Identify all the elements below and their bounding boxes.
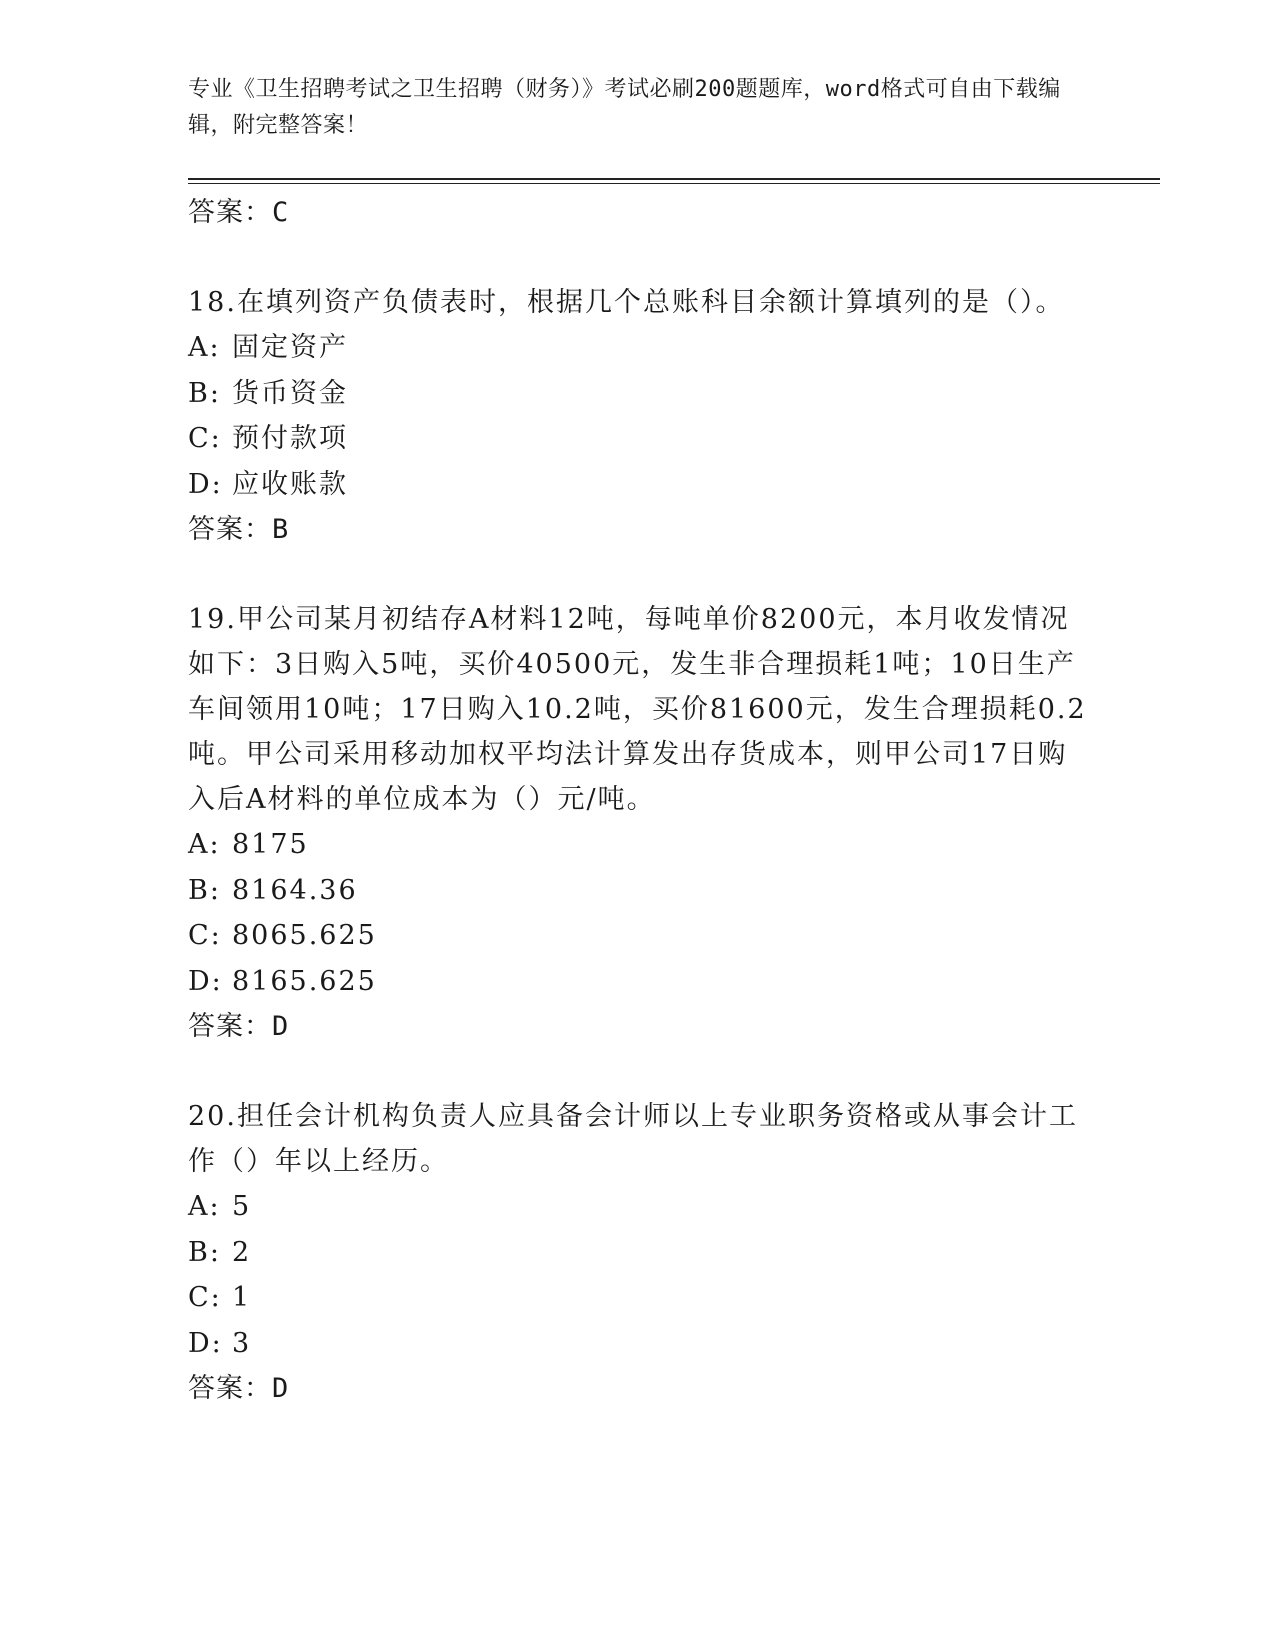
option-text: 5 — [232, 1191, 252, 1222]
answer-label: 答案： — [188, 514, 272, 545]
option-letter: C: — [188, 423, 222, 454]
option-letter: B: — [188, 874, 221, 906]
question-block — [188, 1094, 1088, 1412]
option-letter: D: — [188, 1327, 223, 1359]
answer-label: 答案： — [188, 197, 272, 228]
option-letter: D: — [188, 965, 223, 997]
question-text: 19.甲公司某月初结存A材料12吨，每吨单价8200元，本月收发情况如下：3日购入5吨，买价40500元，发生非合理损耗1吨；10日生产车间领用10吨；17日购入10.2吨，买价81600元，发生合理损耗0.2吨。甲公司采用移动加权平均法计算发出存货成本，则甲公司17日购入后A材料的单位成本为（）元/吨。 — [188, 604, 1087, 815]
answer-line — [188, 190, 1088, 236]
page-header — [188, 72, 1068, 144]
question-text: 20.担任会计机构负责人应具备会计师以上专业职务资格或从事会计工作（）年以上经历。 — [188, 1101, 1078, 1177]
answer-value: D — [272, 1011, 290, 1042]
option-a — [188, 822, 1088, 868]
answer-label: 答案： — [188, 1011, 272, 1042]
option-text: 预付款项 — [232, 423, 348, 454]
option-letter: A: — [188, 332, 221, 363]
option-letter: C: — [188, 920, 222, 951]
option-letter: B: — [188, 1236, 221, 1268]
question-block — [188, 597, 1088, 1050]
header-text: 专业《卫生招聘考试之卫生招聘（财务）》考试必刷200题题库，word格式可自由下载编辑，附完整答案！ — [188, 77, 1061, 138]
option-text: 3 — [232, 1327, 252, 1359]
header-divider — [188, 178, 1160, 184]
answer-value: D — [272, 1373, 290, 1404]
question-text: 18.在填列资产负债表时，根据几个总账科目余额计算填列的是（）。 — [188, 287, 1065, 318]
option-d — [188, 1321, 1088, 1367]
option-d — [188, 462, 1088, 508]
option-text: 1 — [232, 1282, 252, 1313]
option-c — [188, 416, 1088, 462]
option-text: 应收账款 — [232, 468, 348, 500]
answer-value: B — [272, 514, 290, 545]
option-b — [188, 1230, 1088, 1276]
question-block — [188, 280, 1088, 553]
option-b — [188, 371, 1088, 417]
document-body — [188, 190, 1088, 1412]
option-letter: B: — [188, 377, 221, 409]
option-b — [188, 868, 1088, 914]
option-text: 8065.625 — [232, 920, 377, 951]
option-text: 2 — [232, 1236, 252, 1268]
option-a — [188, 1184, 1088, 1230]
answer-value: C — [272, 197, 290, 228]
option-text: 8165.625 — [232, 965, 377, 997]
answer-line — [188, 1004, 1088, 1050]
option-text: 8175 — [232, 829, 309, 860]
option-text: 8164.36 — [232, 874, 358, 906]
option-letter: A: — [188, 829, 221, 860]
option-c — [188, 1275, 1088, 1321]
option-a — [188, 325, 1088, 371]
option-text: 固定资产 — [232, 332, 348, 363]
answer-line — [188, 507, 1088, 553]
option-d — [188, 959, 1088, 1005]
option-letter: D: — [188, 468, 223, 500]
option-letter: C: — [188, 1282, 222, 1313]
answer-label: 答案： — [188, 1373, 272, 1404]
option-letter: A: — [188, 1191, 221, 1222]
option-text: 货币资金 — [232, 377, 348, 409]
answer-line — [188, 1366, 1088, 1412]
option-c — [188, 913, 1088, 959]
